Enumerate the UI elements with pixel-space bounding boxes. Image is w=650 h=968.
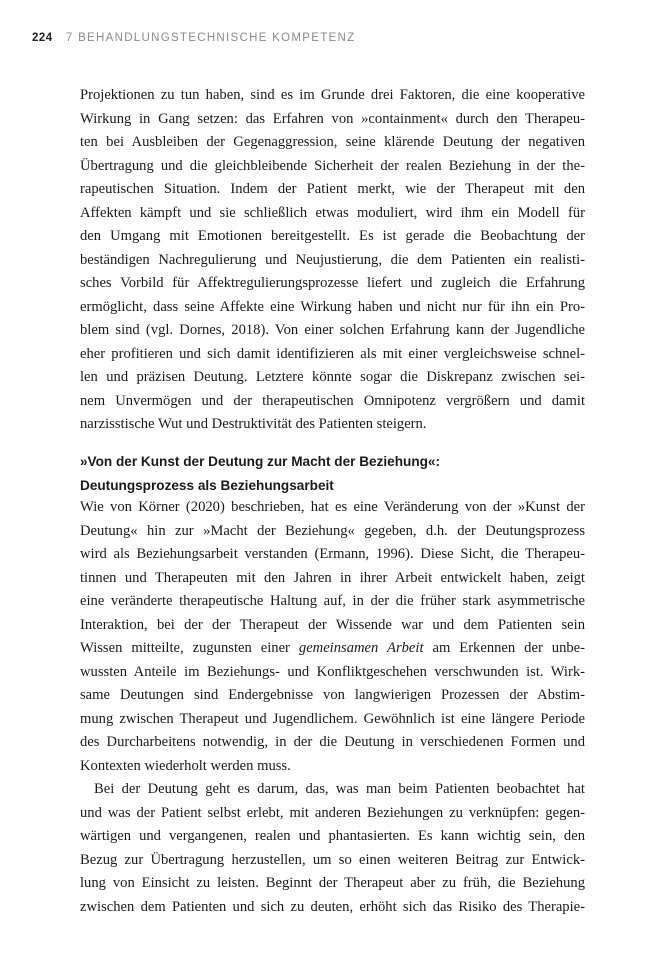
text-line: Wie von Körner (2020) beschrieben, hat es eine Veränderung von der »Kunst der <box>80 499 585 515</box>
text-line: nem Unvermögen und der therapeutischen Omnipotenz vergrößern und damit <box>80 392 585 409</box>
text-line: Interaktion, bei der der Therapeut der Wissende war und dem Patienten sein <box>80 616 585 633</box>
text-line: Übertragung und die gleichbleibende Sicherheit der realen Beziehung in der the- <box>80 157 585 174</box>
text-line: ten bei Ausbleiben der Gegenaggression, seine klärende Deutung der negativen <box>80 134 585 150</box>
text-line: Kontexten wiederholt werden muss. <box>80 757 291 774</box>
text-segment: Wissen mitteilte, zugunsten einer <box>80 640 299 656</box>
text-line: tinnen und Therapeuten mit den Jahren in ihrer Arbeit entwickelt haben, zeigt <box>80 569 585 586</box>
text-line: Affekten kämpft und sie schließlich etwas moduliert, wird ihm ein Modell für <box>80 204 585 221</box>
text-line: eine veränderte therapeutische Haltung auf, in der die früher stark asymmetrische <box>80 593 585 609</box>
text-line: narzisstische Wut und Destruktivität des Patienten steigern. <box>80 416 427 432</box>
paragraph-2 <box>80 496 585 778</box>
text-line: Wirkung in Gang setzen: das Erfahren von »containment« durch den Therapeu- <box>80 110 585 127</box>
running-header <box>32 32 355 44</box>
running-title: 7 BEHANDLUNGSTECHNISCHE KOMPETENZ <box>65 32 356 44</box>
text-line: Projektionen zu tun haben, sind es im Grunde drei Faktoren, die eine kooperative <box>80 87 585 103</box>
text-line: wird als Beziehungsarbeit verstanden (Ermann, 1996). Diese Sicht, die Therapeu- <box>80 546 585 562</box>
paragraph-3 <box>80 778 585 919</box>
text-line: Bei der Deutung geht es darum, das, was man beim Patienten beobachtet hat <box>94 781 585 797</box>
text-line: Deutung« hin zur »Macht der Beziehung« gegeben, d.h. der Deutungsprozess <box>80 522 585 539</box>
text-line: wussten Anteile im Beziehungs- und Konfliktgeschehen verschwunden ist. Wirk- <box>80 663 585 680</box>
section-heading-line-1: »Von der Kunst der Deutung zur Macht der Beziehung«: <box>80 454 441 469</box>
text-line: mung zwischen Therapeut und Jugendlichem. Gewöhnlich ist eine längere Periode <box>80 710 585 727</box>
text-line: den Umgang mit Emotionen bereitgestellt. Es ist gerade die Beobachtung der <box>80 228 585 244</box>
text-line: Bezug zur Übertragung herzustellen, um so einen weiteren Beitrag zur Entwick- <box>80 851 585 868</box>
text-line: same Deutungen sind Endergebnisse von langwierigen Prozessen der Abstim- <box>80 687 585 703</box>
text-line: eher profitieren und sich damit identifizieren als mit einer vergleichsweise schnel- <box>80 345 585 362</box>
section-heading-line-2: Deutungsprozess als Beziehungsarbeit <box>80 477 334 493</box>
text-line: zwischen dem Patienten und sich zu deuten, erhöht sich das Risiko des Therapie- <box>80 898 585 915</box>
text-line: beständigen Nachregulierung und Neujustierung, die dem Patienten ein realisti- <box>80 251 585 268</box>
paragraph-1 <box>80 84 585 437</box>
text-segment: am Erkennen der unbe- <box>423 640 585 656</box>
text-line: des Durcharbeitens notwendig, in der die Deutung in verschiedenen Formen und <box>80 734 585 750</box>
text-line: rapeutischen Situation. Indem der Patient merkt, wie der Therapeut mit den <box>80 181 585 197</box>
text-line: blem sind (vgl. Dornes, 2018). Von einer solchen Erfahrung kann der Jugendliche <box>80 322 585 338</box>
emphasized-text: gemeinsamen Arbeit <box>298 640 424 656</box>
page-number: 224 <box>32 32 53 44</box>
text-line: und was der Patient selbst erlebt, mit anderen Beziehungen zu verknüpfen: gegen- <box>80 804 585 821</box>
section-heading <box>80 450 585 497</box>
text-line: sches Vorbild für Affektregulierungsprozesse liefert und zugleich die Erfahrung <box>80 275 585 291</box>
text-line-with-emphasis <box>80 637 585 661</box>
text-line: len und präzisen Deutung. Letztere könnte sogar die Diskrepanz zwischen sei- <box>80 369 585 385</box>
text-line: lung von Einsicht zu leisten. Beginnt der Therapeut aber zu früh, die Beziehung <box>80 875 585 891</box>
text-line: wärtigen und vergangenen, realen und phantasierten. Es kann wichtig sein, den <box>80 828 585 844</box>
text-line: ermöglicht, dass seine Affekte eine Wirkung haben und nicht nur für ihn ein Pro- <box>80 298 585 315</box>
